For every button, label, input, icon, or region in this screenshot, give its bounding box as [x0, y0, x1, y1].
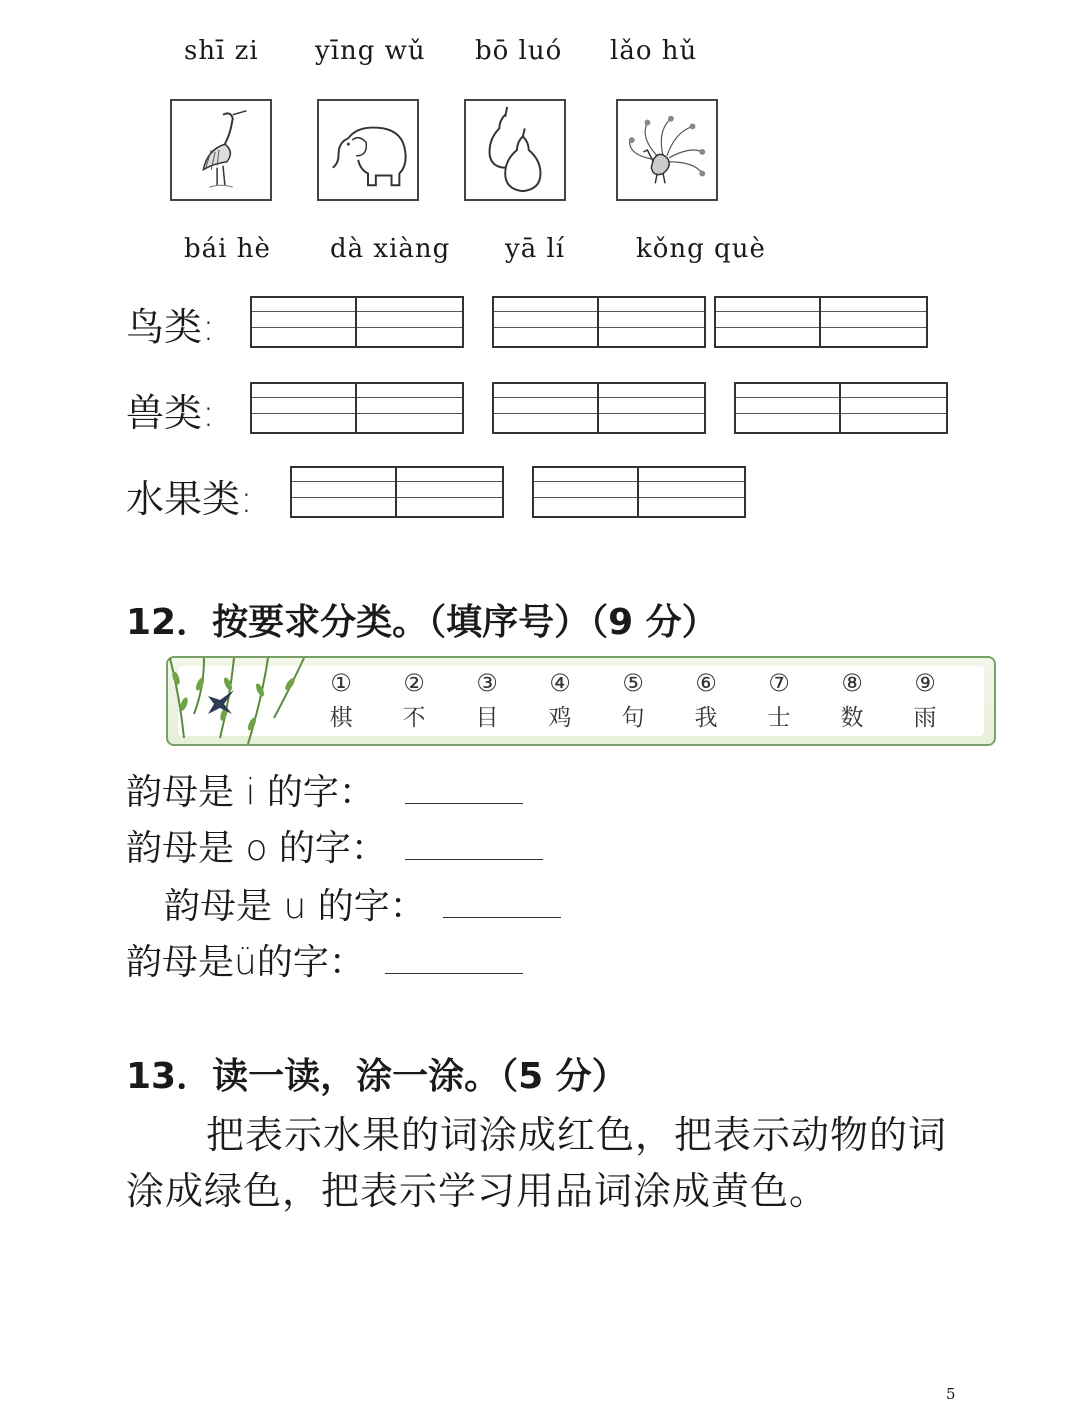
- pinyin-laohu: lǎo hǔ: [610, 36, 698, 66]
- char-item: ⑤ 句: [621, 669, 645, 731]
- char-item: ② 不: [402, 669, 426, 731]
- pinyin-yingwu: yīng wǔ: [315, 36, 426, 66]
- char-item: ① 棋: [329, 669, 353, 731]
- writing-grid[interactable]: [252, 382, 464, 434]
- answer-blank-o[interactable]: [405, 858, 543, 860]
- q13-instruction-line2: 涂成绿色，把表示学习用品词涂成黄色。: [126, 1169, 829, 1213]
- writing-grid[interactable]: [494, 382, 706, 434]
- rhyme-v-label: 韵母是ü的字：: [126, 942, 365, 983]
- willow-swallow-icon: [164, 654, 314, 752]
- pinyin-boluo: bō luó: [475, 36, 563, 66]
- crane-icon: [170, 99, 272, 201]
- rhyme-i-label: 韵母是 i 的字：: [126, 772, 375, 813]
- character-banner: [166, 656, 996, 746]
- pinyin-shizi: shī zi: [184, 36, 259, 66]
- page-number: 5: [946, 1385, 956, 1403]
- char-item: ④ 鸡: [548, 669, 572, 731]
- writing-grid[interactable]: [292, 466, 504, 518]
- q13-heading: 13．读一读，涂一涂。（5 分）: [126, 1056, 628, 1097]
- writing-grid[interactable]: [716, 296, 928, 348]
- rhyme-u-label: 韵母是 u 的字：: [164, 886, 426, 927]
- answer-blank-v[interactable]: [385, 972, 523, 974]
- writing-grid[interactable]: [252, 296, 464, 348]
- char-item: ⑥ 我: [694, 669, 718, 731]
- char-item: ⑨ 雨: [913, 669, 937, 731]
- char-item: ⑦ 士: [767, 669, 791, 731]
- pear-icon: [464, 99, 566, 201]
- char-item: ⑧ 数: [840, 669, 864, 731]
- rhyme-o-label: 韵母是 o 的字：: [126, 828, 387, 869]
- answer-blank-u[interactable]: [443, 916, 561, 918]
- writing-grid[interactable]: [534, 466, 746, 518]
- answer-blank-i[interactable]: [405, 802, 523, 804]
- writing-grid[interactable]: [494, 296, 706, 348]
- writing-grid[interactable]: [736, 382, 948, 434]
- category-fruit-label: 水果类:: [126, 477, 253, 521]
- char-item: ③ 目: [475, 669, 499, 731]
- q12-heading: 12．按要求分类。（填序号）（9 分）: [126, 602, 718, 643]
- pinyin-kongque: kǒng què: [636, 234, 766, 264]
- q13-instruction-line1: 把表示水果的词涂成红色，把表示动物的词: [206, 1113, 948, 1157]
- category-bird-label: 鸟类:: [126, 305, 215, 349]
- peacock-icon: [616, 99, 718, 201]
- category-beast-label: 兽类:: [126, 391, 215, 435]
- pinyin-baihe: bái hè: [184, 234, 271, 264]
- elephant-icon: [317, 99, 419, 201]
- pinyin-daxiang: dà xiàng: [330, 234, 451, 264]
- pinyin-yali: yā lí: [505, 234, 566, 264]
